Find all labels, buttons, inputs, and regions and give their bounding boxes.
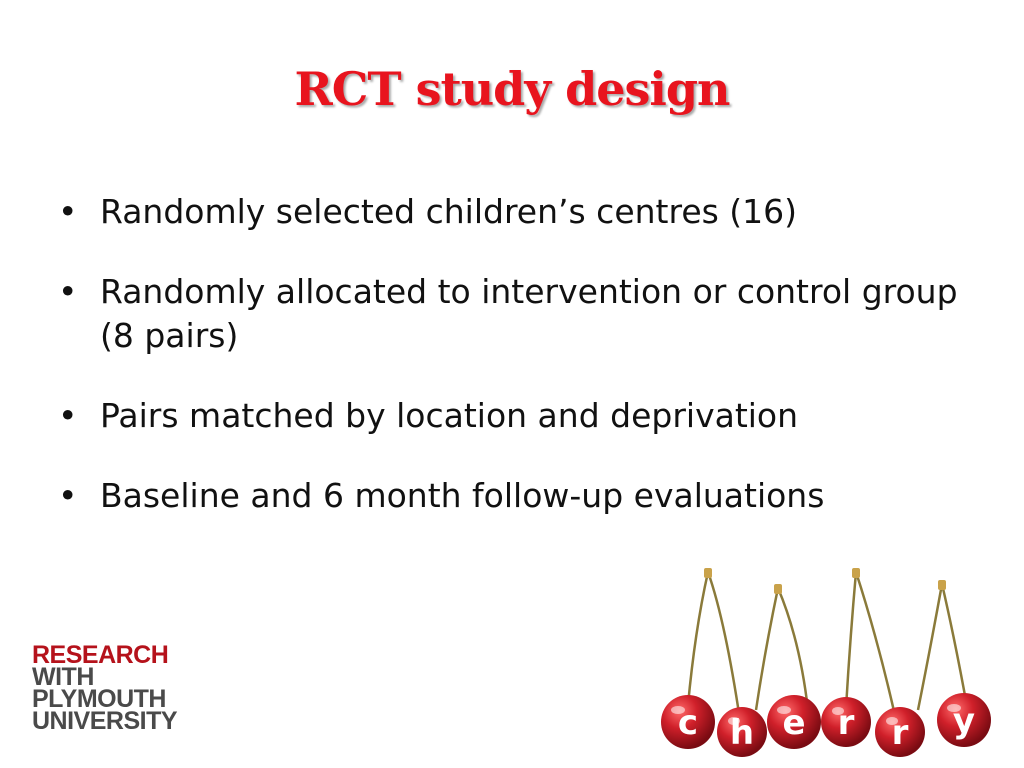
cherry-fruits [661,693,991,757]
bullet-dot-icon: • [58,476,78,515]
bullet-dot-icon: • [58,396,78,435]
logo-line-plymouth: PLYMOUTH [32,685,166,713]
cherry-letter: h [729,713,755,753]
bullet-text: Randomly allocated to intervention or control group (8 pairs) [100,272,958,355]
cherry-logo-icon [650,560,1010,760]
bullet-item [58,190,978,234]
cherry-letter: r [891,713,909,753]
cherry-stems [688,572,968,720]
logo-line-research: RESEARCH [32,641,169,669]
slide-title: RCT study design [294,62,730,116]
bullet-text: Randomly selected children’s centres (16) [100,192,798,231]
bullet-dot-icon: • [58,272,78,311]
bullet-dot-icon: • [58,192,78,231]
bullet-text: Pairs matched by location and deprivation [100,396,799,435]
bullet-text: Baseline and 6 month follow-up evaluations [100,476,825,515]
bullet-item [58,474,978,518]
cherry-letter: e [782,703,806,743]
cherry-letter: c [677,703,699,743]
bullet-item [58,270,978,358]
cherry-letter: r [837,703,855,743]
cherry-letter: y [952,701,976,741]
bullet-list [58,190,978,554]
logo-line-with: WITH [32,663,94,691]
stem-tips [704,568,946,594]
plymouth-university-logo [32,641,178,735]
logo-line-university: UNIVERSITY [32,707,178,735]
bullet-item [58,394,978,438]
